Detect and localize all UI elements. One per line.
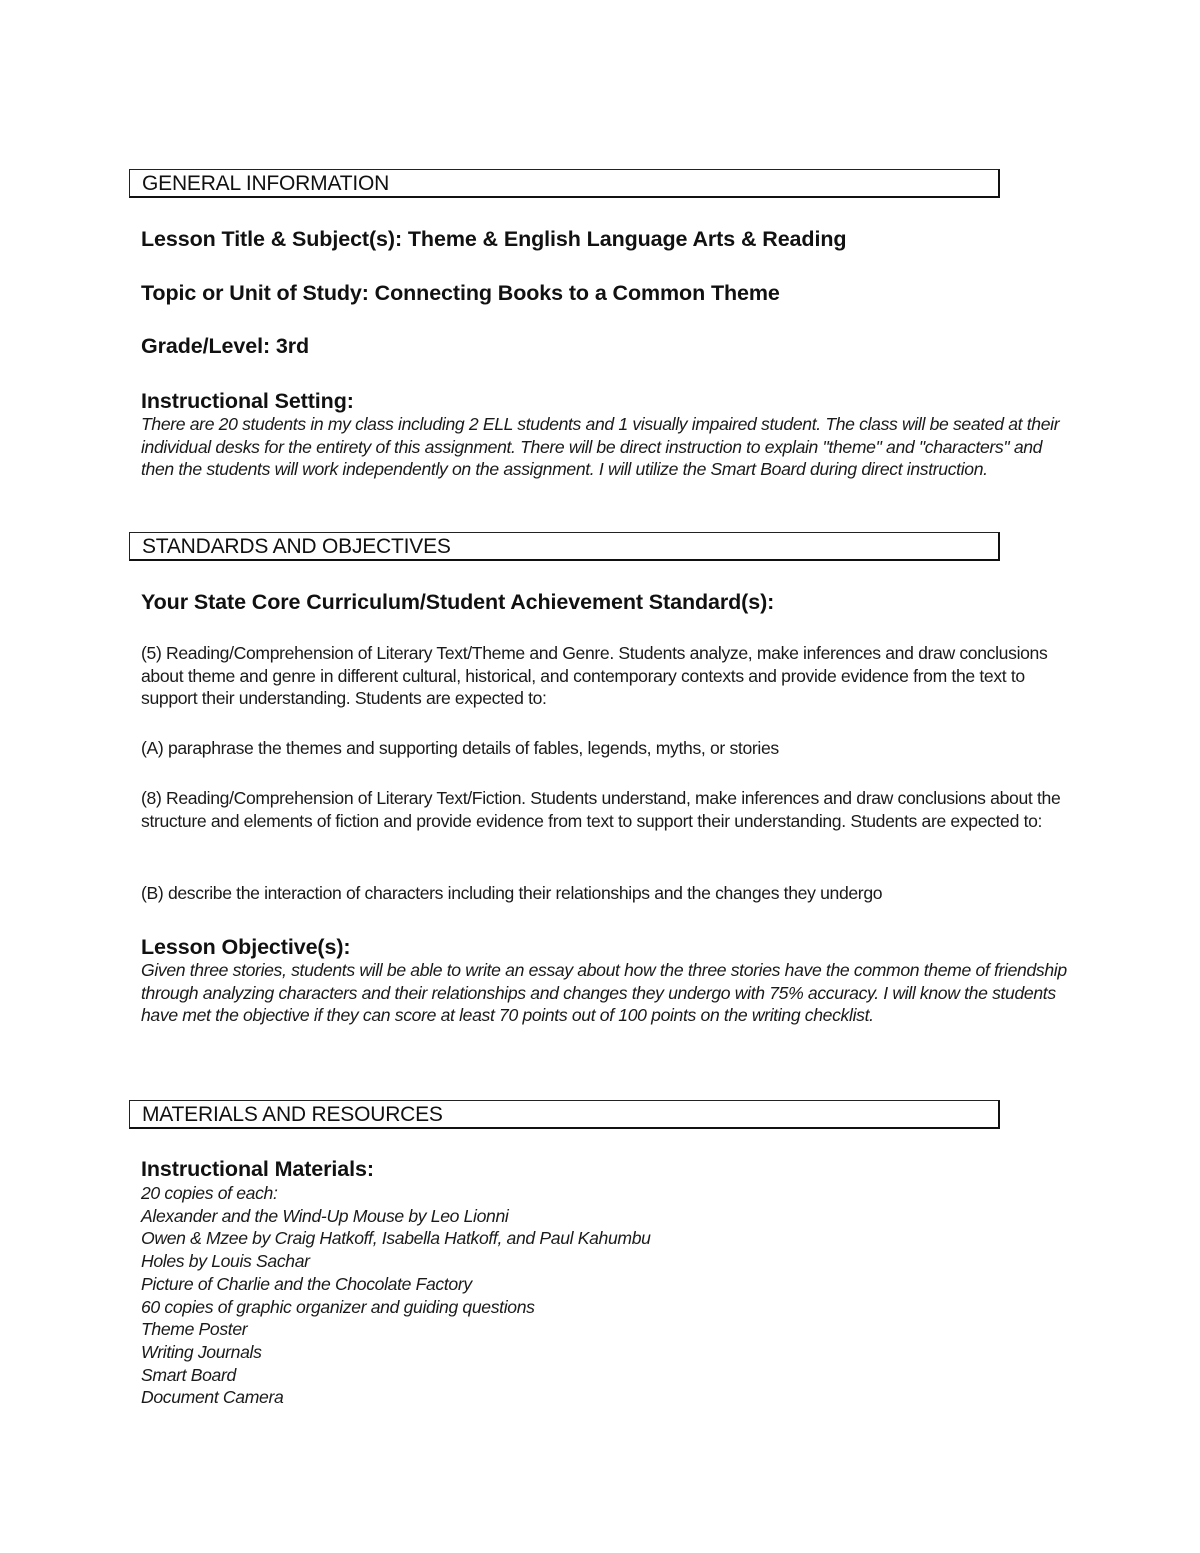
topic-unit-of-study: Topic or Unit of Study: Connecting Books to a Common Theme	[141, 281, 780, 305]
section-title: STANDARDS AND OBJECTIVES	[142, 535, 451, 558]
instructional-materials-list	[141, 1182, 651, 1409]
list-item: Holes by Louis Sachar	[141, 1251, 310, 1272]
section-header-standards-and-objectives	[129, 532, 1000, 561]
section-title: GENERAL INFORMATION	[142, 172, 390, 195]
instructional-materials-heading: Instructional Materials:	[141, 1157, 374, 1181]
core-curriculum-heading: Your State Core Curriculum/Student Achievement Standard(s):	[141, 590, 775, 614]
list-item: Picture of Charlie and the Chocolate Factory	[141, 1273, 472, 1294]
standard-8b-text: (B) describe the interaction of characters including their relationships and the changes they undergo	[141, 883, 883, 903]
list-item: Writing Journals	[141, 1341, 262, 1362]
instructional-setting-heading: Instructional Setting:	[141, 389, 354, 413]
section-title: MATERIALS AND RESOURCES	[142, 1103, 443, 1126]
list-item: Owen & Mzee by Craig Hatkoff, Isabella Hatkoff, and Paul Kahumbu	[141, 1228, 651, 1249]
standard-5-text: (5) Reading/Comprehension of Literary Text/Theme and Genre. Students analyze, make inferences and draw conclusions about theme and genre in different cultural, historical, and contemporary contexts and provide evidence from the text to support their understanding. Students are expected to:	[141, 643, 1048, 708]
lesson-title-subject: Lesson Title & Subject(s): Theme & English Language Arts & Reading	[141, 227, 847, 251]
list-item: Alexander and the Wind-Up Mouse by Leo Lionni	[141, 1205, 509, 1226]
section-header-general-information	[129, 169, 1000, 198]
lesson-objectives-text: Given three stories, students will be able to write an essay about how the three stories have the common theme of friendship through analyzing characters and their relationships and changes they undergo with 75% accuracy. I will know the students have met the objective if they can score at least 70 points out of 100 points on the writing checklist.	[141, 960, 1067, 1025]
section-header-materials-and-resources	[129, 1100, 1000, 1129]
list-item: 20 copies of each:	[141, 1183, 278, 1203]
standard-8-text: (8) Reading/Comprehension of Literary Text/Fiction. Students understand, make inferences and draw conclusions about the structure and elements of fiction and provide evidence from text to support their understanding. Students are expected to:	[141, 788, 1061, 831]
list-item: Smart Board	[141, 1364, 236, 1385]
instructional-setting-text: There are 20 students in my class including 2 ELL students and 1 visually impaired student. The class will be seated at their individual desks for the entirety of this assignment. There will be direct instruction to explain "theme" and "characters" and then the students will work independently on the assignment. I will utilize the Smart Board during direct instruction.	[141, 414, 1060, 479]
list-item: Document Camera	[141, 1387, 284, 1408]
list-item: Theme Poster	[141, 1319, 248, 1340]
grade-level: Grade/Level: 3rd	[141, 334, 310, 358]
standard-5a-text: (A) paraphrase the themes and supporting details of fables, legends, myths, or stories	[141, 738, 779, 758]
lesson-objectives-heading: Lesson Objective(s):	[141, 935, 351, 959]
list-item: 60 copies of graphic organizer and guiding questions	[141, 1296, 535, 1317]
